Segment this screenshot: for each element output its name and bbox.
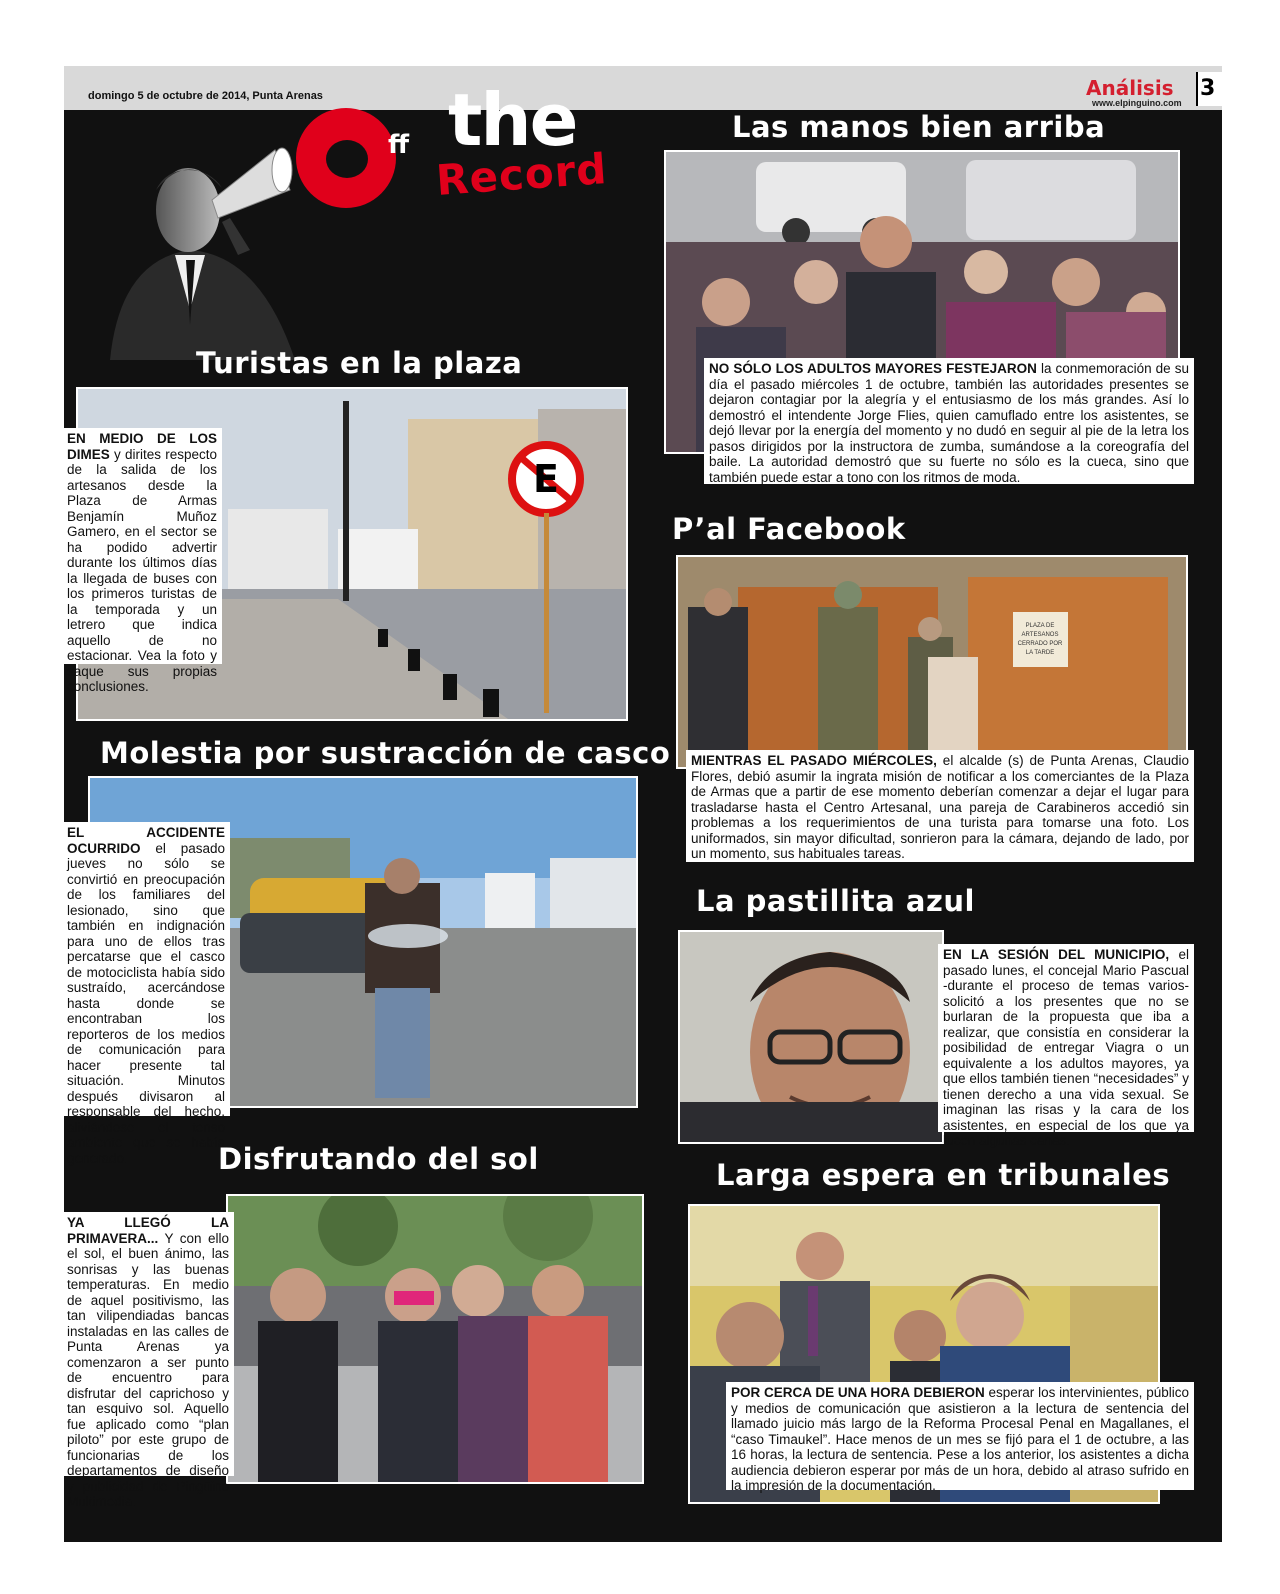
caption-turistas bbox=[62, 428, 222, 694]
page-number: 3 bbox=[1200, 76, 1216, 101]
caption-manos bbox=[704, 358, 1194, 484]
header-bar bbox=[64, 66, 1222, 110]
headline-facebook: P’al Facebook bbox=[672, 512, 906, 546]
caption-sol-body: Y con ello el sol, el buen ánimo, las sonrisas y las buenas temperaturas. En medio de aquel positivismo, las tan vilipendiadas bancas instaladas en las calles de Punta Arenas ya comenzaron a ser punto de encuentro para disfrutar del caprichoso y tan esquivo sol. Aquello fue aplicado como “plan piloto” por este grupo de funcionarias de los departamentos de diseño y publicidad de Pingüino Multimedia. bbox=[67, 1230, 229, 1509]
headline-tribunales: Larga espera en tribunales bbox=[716, 1158, 1171, 1192]
sign-letter: E bbox=[533, 457, 559, 501]
date-line: domingo 5 de octubre de 2014, Punta Arenas bbox=[88, 90, 323, 102]
photo-facebook bbox=[676, 555, 1188, 769]
caption-pastillita-lead: EN LA SESIÓN DEL MUNICIPIO, bbox=[943, 947, 1170, 962]
logo-record: Record bbox=[434, 144, 609, 205]
caption-turistas-body: y dirites respecto de la salida de los artesanos desde la Plaza de Armas Benjamín Muñoz Gamero, en el sector se ha podido advertir durante los últimos días la llegada de buses con los primeros turistas de la temporada y un letrero que indica aquello de no estacionar. Vea la foto y saque sus propias conclusiones. bbox=[67, 446, 217, 694]
caption-tribunales bbox=[726, 1382, 1194, 1493]
caption-tribunales-body: esperar los intervinientes, público y medios de comunicación que asistieron a la lectura de sentencia del llamado juicio más largo de la Reforma Procesal Penal en Magallanes, el “caso Timaukel”. Hace menos de un mes se fijó para el 1 de octubre, a las 16 horas, la lectura de sentencia. Pese a los anterior, los asistentes a dicha audiencia debieron esperar por más de un hora, debido al atraso sufrido en la impresión de la documentación. bbox=[731, 1385, 1190, 1493]
caption-pastillita-body: el pasado lunes, el concejal Mario Pascual -durante el proceso de temas varios- solicitó a los presentes que no se burlaran de la propuesta que iba a realizar, que consistía en considerar la posibilidad de entregar Viagra o un equivalente a los adultos mayores, ya que ellos también tienen “necesidades” y tienen derecho a una vida sexual. Se imaginan las risas y la cara de los asistentes, en especial de los que ya lucen algunas canas. bbox=[943, 947, 1189, 1148]
notice-line-4: LA TARDE bbox=[1025, 650, 1055, 656]
caption-sol-lead: YA LLEGÓ LA PRIMAVERA... bbox=[67, 1215, 229, 1246]
caption-casco-lead: EL ACCIDENTE OCURRIDO bbox=[67, 825, 225, 856]
caption-casco bbox=[62, 822, 230, 1166]
caption-manos-body: la conmemoración de su día el pasado miércoles 1 de octubre, también las autoridades presentes se dejaron contagiar por la alegría y el entusiasmo de los más grandes. Así lo demostró el intendente Jorge Flies, quien camuflado entre los asistentes, se dejó llevar por la energía del momento y no dudó en seguir al pie de la letra los pasos dirigidos por la instructora de zumba, sumándose a la coreografía del baile. La autoridad demostró que su fuerte no sólo es la cueca, sino que también puede estar a tono con los ritmos de moda. bbox=[709, 361, 1189, 485]
caption-turistas-lead: EN MEDIO DE LOS DIMES bbox=[67, 431, 217, 462]
caption-facebook-lead: MIENTRAS EL PASADO MIÉRCOLES, bbox=[691, 753, 937, 768]
caption-tribunales-lead: POR CERCA DE UNA HORA DEBIERON bbox=[731, 1385, 985, 1400]
headline-pastillita: La pastillita azul bbox=[696, 884, 975, 918]
women-bench-photo bbox=[228, 1196, 642, 1482]
brand-logo: Análisis bbox=[1086, 76, 1174, 100]
caption-casco-body: el pasado jueves no sólo se convirtió en preocupación de los familiares del lesionado, sino que también en indignación para uno de ellos tras percatarse que el casco de motociclista había sido sustraído, acercándose hasta donde se encontraban los reporteros de los medios de comunicación para hacer presente tal situación. Minutos después divisaron al responsable del hecho, aliviándose el tenso ambiente que se había generado. bbox=[67, 840, 225, 1166]
headline-casco: Molestia por sustracción de casco bbox=[100, 736, 671, 770]
photo-pastillita bbox=[678, 930, 944, 1144]
caption-manos-lead: NO SÓLO LOS ADULTOS MAYORES FESTEJARON bbox=[709, 361, 1037, 376]
photo-sol bbox=[226, 1194, 644, 1484]
headline-sol: Disfrutando del sol bbox=[218, 1142, 539, 1176]
logo-ff: ff bbox=[388, 130, 410, 160]
headline-manos: Las manos bien arriba bbox=[732, 110, 1106, 144]
notice-line-2: ARTESANOS bbox=[1021, 632, 1059, 638]
logo-the: the bbox=[448, 78, 577, 162]
logo-o-hole bbox=[326, 140, 368, 178]
notice-line-1: PLAZA DE bbox=[1025, 623, 1055, 629]
megaphone-man-illustration bbox=[100, 140, 300, 360]
caption-pastillita bbox=[938, 944, 1194, 1148]
caption-facebook-body: el alcalde (s) de Punta Arenas, Claudio Flores, debió asumir la ingrata misión de notificar a los comerciantes de la Plaza de Armas que a partir de ese momento deberían comenzar a dejar el lugar para trasladarse hasta el Centro Artesanal, una pareja de Carabineros accedió sin problemas a los requerimientos de una turista para tomarse una foto. Los uniformados, sin mayor dificultad, sonrieron para la cámara, dejando de lado, por un momento, sus habituales tareas. bbox=[691, 753, 1189, 861]
councilman-photo bbox=[680, 932, 942, 1142]
caption-facebook bbox=[686, 750, 1194, 862]
carabineros-photo bbox=[678, 557, 1186, 767]
headline-turistas: Turistas en la plaza bbox=[196, 346, 523, 380]
brand-url: www.elpinguino.com bbox=[1092, 98, 1182, 108]
caption-sol bbox=[62, 1212, 234, 1509]
notice-line-3: CERRADO POR bbox=[1017, 641, 1063, 647]
